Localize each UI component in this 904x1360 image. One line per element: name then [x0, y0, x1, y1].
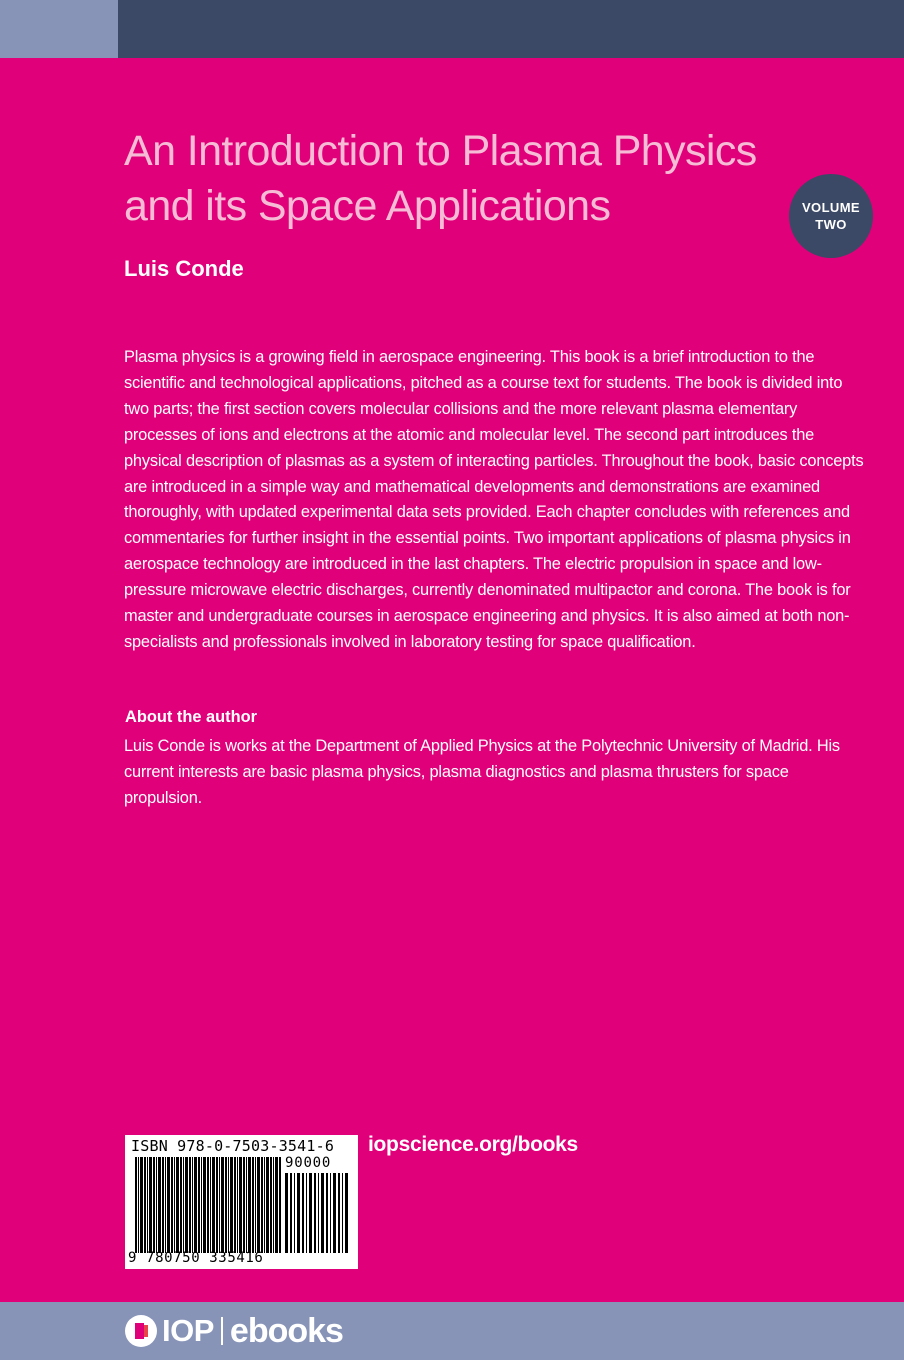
barcode-bar — [234, 1157, 236, 1253]
isbn-barcode — [125, 1135, 358, 1269]
about-author-text: Luis Conde is works at the Department of Applied Physics at the Polytechnic University of Madrid. His current interests are basic plasma physics, plasma diagnostics and plasma thrusters for space propulsion. — [124, 737, 840, 807]
barcode-bar — [156, 1157, 157, 1253]
barcode-bar — [345, 1173, 348, 1253]
website-link[interactable]: iopscience.org/books — [368, 1133, 578, 1156]
volume-number: TWO — [815, 217, 847, 232]
barcode-bars — [135, 1157, 281, 1253]
barcode-bar — [330, 1173, 331, 1253]
barcode-bar — [309, 1173, 312, 1253]
book-title-line-2: and its Space Applications — [124, 182, 611, 230]
barcode-bar — [192, 1157, 193, 1253]
barcode-bar — [321, 1173, 324, 1253]
barcode-bar — [294, 1173, 295, 1253]
barcode-bar — [138, 1157, 139, 1253]
barcode-bar — [237, 1157, 238, 1253]
barcode-bar — [255, 1157, 256, 1253]
barcode-bar — [302, 1173, 304, 1253]
book-description: Plasma physics is a growing field in aerospace engineering. This book is a brief introduction to the scientific and technological applications, pitched as a course text for students. The book is divided into two parts; the first section covers molecular collisions and the more relevant plasma elementary processes of ions and electrons at the atomic and molecular level. The second part introduces the physical description of plasmas as a system of interacting particles. Throughout the book, basic concepts are introduced in a simple way and mathematical developments and demonstrations are examined thoroughly, with updated experimental data sets provided. Each chapter concludes with references and commentaries for further insight in the essential points. Two important applications of plasma physics in aerospace technology are introduced in the last chapters. The electric propulsion in space and low-pressure microwave electric discharges, currently denominated multipactor and corona. The book is for master and undergraduate courses in aerospace engineering and physics. It is also aimed at both non-specialists and professionals involved in laboratory testing for space qualification. — [124, 348, 864, 651]
volume-label: VOLUME — [801, 200, 860, 215]
barcode-bar — [203, 1157, 206, 1253]
barcode-bar — [326, 1173, 328, 1253]
barcode-bar — [252, 1157, 254, 1253]
barcode-bar — [230, 1157, 233, 1253]
volume-badge — [789, 174, 873, 258]
barcode-bar — [201, 1157, 202, 1253]
barcode-bar — [158, 1157, 161, 1253]
about-author-heading: About the author — [125, 708, 258, 726]
barcode-bar — [257, 1157, 260, 1253]
barcode-bar — [273, 1157, 274, 1253]
barcode-bar — [290, 1173, 292, 1253]
barcode-bar — [246, 1157, 247, 1253]
barcode-bar — [207, 1157, 209, 1253]
barcode-bar — [297, 1173, 300, 1253]
barcode-bar — [210, 1157, 211, 1253]
barcode-bar — [198, 1157, 200, 1253]
imprint-name: ebooks — [229, 1311, 343, 1350]
footer-band — [0, 1302, 904, 1360]
iop-logo-icon — [124, 1314, 158, 1348]
barcode-bar — [243, 1157, 245, 1253]
barcode-bar — [318, 1173, 319, 1253]
barcode-bar — [219, 1157, 220, 1253]
book-title-line-1: An Introduction to Plasma Physics — [124, 127, 757, 175]
barcode-bar — [270, 1157, 272, 1253]
barcode-bar — [194, 1157, 197, 1253]
barcode-bar — [228, 1157, 229, 1253]
barcode-bar — [314, 1173, 316, 1253]
barcode-bar — [212, 1157, 215, 1253]
barcode-bar — [285, 1173, 288, 1253]
barcode-bar — [153, 1157, 155, 1253]
publisher-logo — [124, 1312, 343, 1350]
barcode-bar — [306, 1173, 307, 1253]
publisher-name: IOP — [162, 1313, 214, 1348]
barcode-bar — [165, 1157, 166, 1253]
barcode-bar — [189, 1157, 191, 1253]
barcode-bar — [183, 1157, 184, 1253]
barcode-bar — [261, 1157, 263, 1253]
book-title — [124, 124, 774, 234]
barcode-bar — [174, 1157, 175, 1253]
top-band-accent — [0, 0, 118, 58]
logo-divider — [221, 1317, 223, 1345]
isbn-label: ISBN 978-0-7503-3541-6 — [131, 1137, 335, 1155]
barcode-bar — [333, 1173, 336, 1253]
barcode-bar — [176, 1157, 179, 1253]
barcode-bar — [144, 1157, 146, 1253]
addon-barcode-bars — [285, 1173, 349, 1253]
barcode-bar — [266, 1157, 269, 1253]
barcode-bar — [135, 1157, 137, 1253]
barcode-bar — [167, 1157, 170, 1253]
top-band — [0, 0, 904, 58]
barcode-bar — [248, 1157, 251, 1253]
barcode-bar — [342, 1173, 343, 1253]
barcode-bar — [216, 1157, 218, 1253]
barcode-bar — [338, 1173, 340, 1253]
price-code: 90000 — [285, 1155, 332, 1171]
author-name: Luis Conde — [124, 256, 244, 281]
barcode-bar — [162, 1157, 164, 1253]
barcode-digits: 9 780750 335416 — [128, 1250, 264, 1266]
barcode-bar — [171, 1157, 173, 1253]
barcode-bar — [149, 1157, 152, 1253]
barcode-bar — [225, 1157, 227, 1253]
barcode-bar — [279, 1157, 281, 1253]
barcode-bar — [140, 1157, 143, 1253]
barcode-bar — [275, 1157, 278, 1253]
barcode-bar — [147, 1157, 148, 1253]
barcode-bar — [180, 1157, 182, 1253]
barcode-bar — [239, 1157, 242, 1253]
barcode-bar — [221, 1157, 224, 1253]
barcode-bar — [185, 1157, 188, 1253]
barcode-bar — [264, 1157, 265, 1253]
